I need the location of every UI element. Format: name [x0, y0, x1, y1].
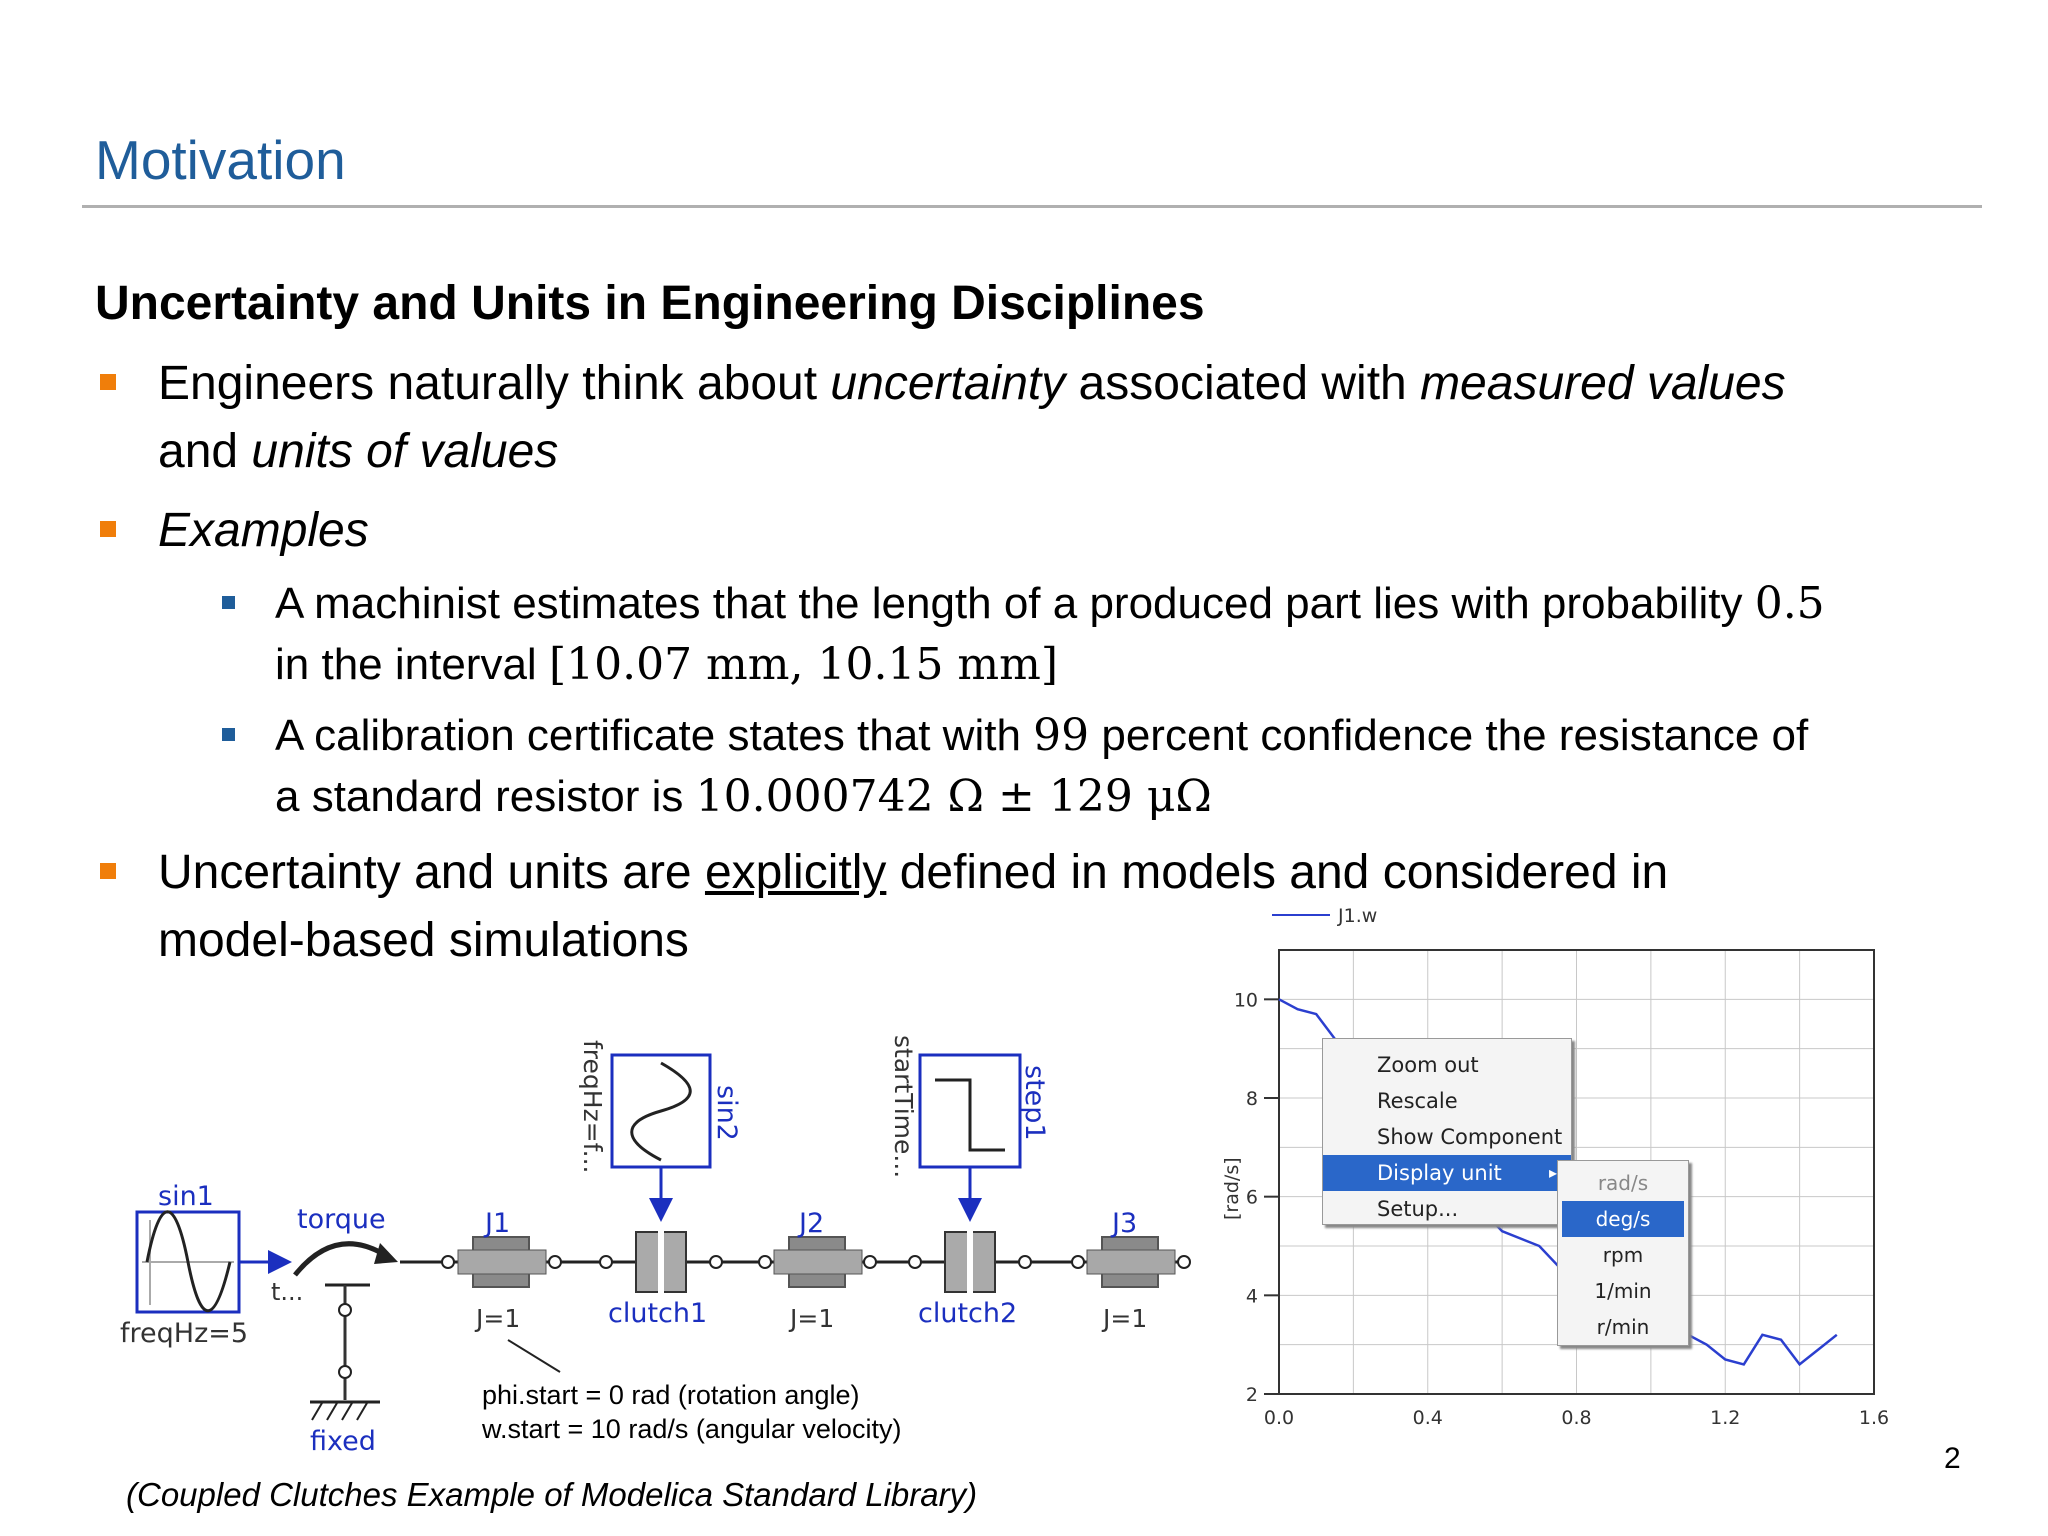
bullet-1-line-2 — [158, 418, 558, 485]
bullet-text: in the interval — [275, 640, 549, 689]
menu-item-show-component[interactable]: Show Component — [1377, 1125, 1563, 1149]
y-axis-label: [rad/s] — [1221, 1157, 1243, 1220]
sub-bullet-2-line-2 — [275, 766, 1212, 828]
sin2-label: sin2 — [711, 1085, 742, 1141]
slide-subtitle: Uncertainty and Units in Engineering Disciplines — [95, 277, 1205, 330]
input-arrow-icon — [649, 1198, 673, 1222]
clutch1-label: clutch1 — [608, 1298, 708, 1329]
figure-caption: (Coupled Clutches Example of Modelica Standard Library) — [126, 1476, 978, 1513]
sub-bullet-marker — [222, 596, 235, 609]
j3-label: J3 — [1112, 1208, 1138, 1239]
torque-param: t... — [271, 1278, 304, 1306]
y-tick-label: 8 — [1245, 1088, 1258, 1110]
plot-context-menu — [1322, 1038, 1572, 1225]
sin1-label: sin1 — [158, 1181, 214, 1212]
bullet-marker — [100, 521, 116, 537]
sub-bullet-marker — [222, 728, 235, 741]
menu-item-display-unit[interactable]: Display unit ▸ — [1323, 1155, 1571, 1191]
unit-option-1-min[interactable]: 1/min — [1594, 1279, 1652, 1303]
step1-label: step1 — [1019, 1065, 1050, 1141]
bullet-1-line-1 — [158, 350, 1786, 417]
bullet-text: model-based simulations — [158, 914, 689, 967]
freq1-label: freqHz=5 — [120, 1318, 249, 1349]
bullet-text: Examples — [158, 504, 369, 557]
initial-angle-note: phi.start = 0 rad (rotation angle) — [482, 1380, 860, 1410]
starttime-label: startTime... — [889, 1035, 918, 1179]
j1-label: J1 — [485, 1208, 511, 1239]
torque-label: torque — [297, 1204, 386, 1235]
j1-value: J=1 — [476, 1304, 521, 1333]
math-value: 10.000742 Ω ± 129 μΩ — [695, 771, 1212, 822]
submenu-arrow-icon: ▸ — [1548, 1163, 1557, 1182]
bullet-marker — [100, 863, 116, 879]
menu-item-setup[interactable]: Setup... — [1377, 1197, 1459, 1221]
y-tick-label: 4 — [1245, 1285, 1258, 1308]
math-value: 99 — [1033, 710, 1090, 761]
math-value: 0.5 — [1754, 578, 1825, 629]
bullet-marker — [100, 374, 116, 390]
x-tick-label: 0.4 — [1412, 1407, 1443, 1429]
bullet-text: uncertainty — [830, 357, 1066, 410]
bullet-text: Uncertainty and units are — [158, 846, 705, 899]
menu-item-rescale[interactable]: Rescale — [1377, 1089, 1458, 1113]
annotation-pointer — [508, 1340, 560, 1372]
j2-value: J=1 — [790, 1304, 835, 1333]
freq2-label: freqHz=f... — [578, 1040, 607, 1174]
bullet-text: explicitly — [704, 846, 887, 899]
bullet-3-line-1 — [158, 839, 1668, 906]
bullet-text: and — [158, 425, 252, 478]
bullet-text: units of values — [251, 425, 559, 478]
j3-value: J=1 — [1103, 1304, 1148, 1333]
bullet-text: associated with — [1065, 357, 1421, 410]
torque-icon — [295, 1244, 385, 1275]
j2-label: J2 — [799, 1208, 825, 1239]
initial-velocity-note: w.start = 10 rad/s (angular velocity) — [482, 1414, 902, 1444]
bullet-text: Engineers naturally think about — [158, 357, 831, 410]
unit-option-deg-s[interactable]: deg/s — [1562, 1201, 1684, 1237]
bullet-2 — [158, 497, 369, 564]
y-tick-label: 10 — [1233, 989, 1258, 1012]
bullet-text: A calibration certificate states that with — [275, 711, 1034, 760]
output-arrow-icon — [268, 1250, 292, 1274]
fixed-label: fixed — [310, 1426, 376, 1457]
display-unit-submenu — [1557, 1160, 1689, 1346]
legend-label: J1.w — [1338, 905, 1378, 927]
slide-title: Motivation — [95, 129, 346, 191]
page-number: 2 — [1944, 1442, 1961, 1475]
bullet-text: A machinist estimates that the length of a produced part lies with probability — [275, 579, 1755, 628]
x-tick-label: 1.6 — [1858, 1407, 1890, 1429]
math-value: [10.07 mm, 10.15 mm] — [548, 639, 1059, 690]
x-tick-label: 0.0 — [1263, 1407, 1295, 1429]
x-axis-ticks — [1264, 1407, 1889, 1429]
unit-option-r-min[interactable]: r/min — [1596, 1315, 1650, 1339]
x-tick-label: 1.2 — [1710, 1407, 1741, 1429]
bullet-text: defined in models and considered in — [886, 846, 1669, 899]
sub-bullet-2-line-1 — [275, 705, 1808, 767]
sub-bullet-1-line-1 — [275, 573, 1825, 635]
bullet-3-line-2 — [158, 907, 689, 974]
unit-option-rpm[interactable]: rpm — [1602, 1243, 1644, 1267]
bullet-text: measured values — [1420, 357, 1786, 410]
y-tick-label: 2 — [1245, 1384, 1258, 1406]
menu-item-zoom-out[interactable]: Zoom out — [1377, 1053, 1479, 1077]
title-divider — [82, 205, 1982, 208]
input-arrow-icon — [958, 1198, 982, 1222]
y-tick-label: 6 — [1245, 1186, 1258, 1209]
bullet-text: percent confidence the resistance of — [1089, 711, 1809, 760]
unit-option-rad-s[interactable]: rad/s — [1597, 1171, 1649, 1195]
bullet-text: a standard resistor is — [275, 772, 696, 821]
clutch2-label: clutch2 — [918, 1298, 1018, 1329]
sub-bullet-1-line-2 — [275, 634, 1058, 696]
x-tick-label: 0.8 — [1561, 1407, 1592, 1429]
